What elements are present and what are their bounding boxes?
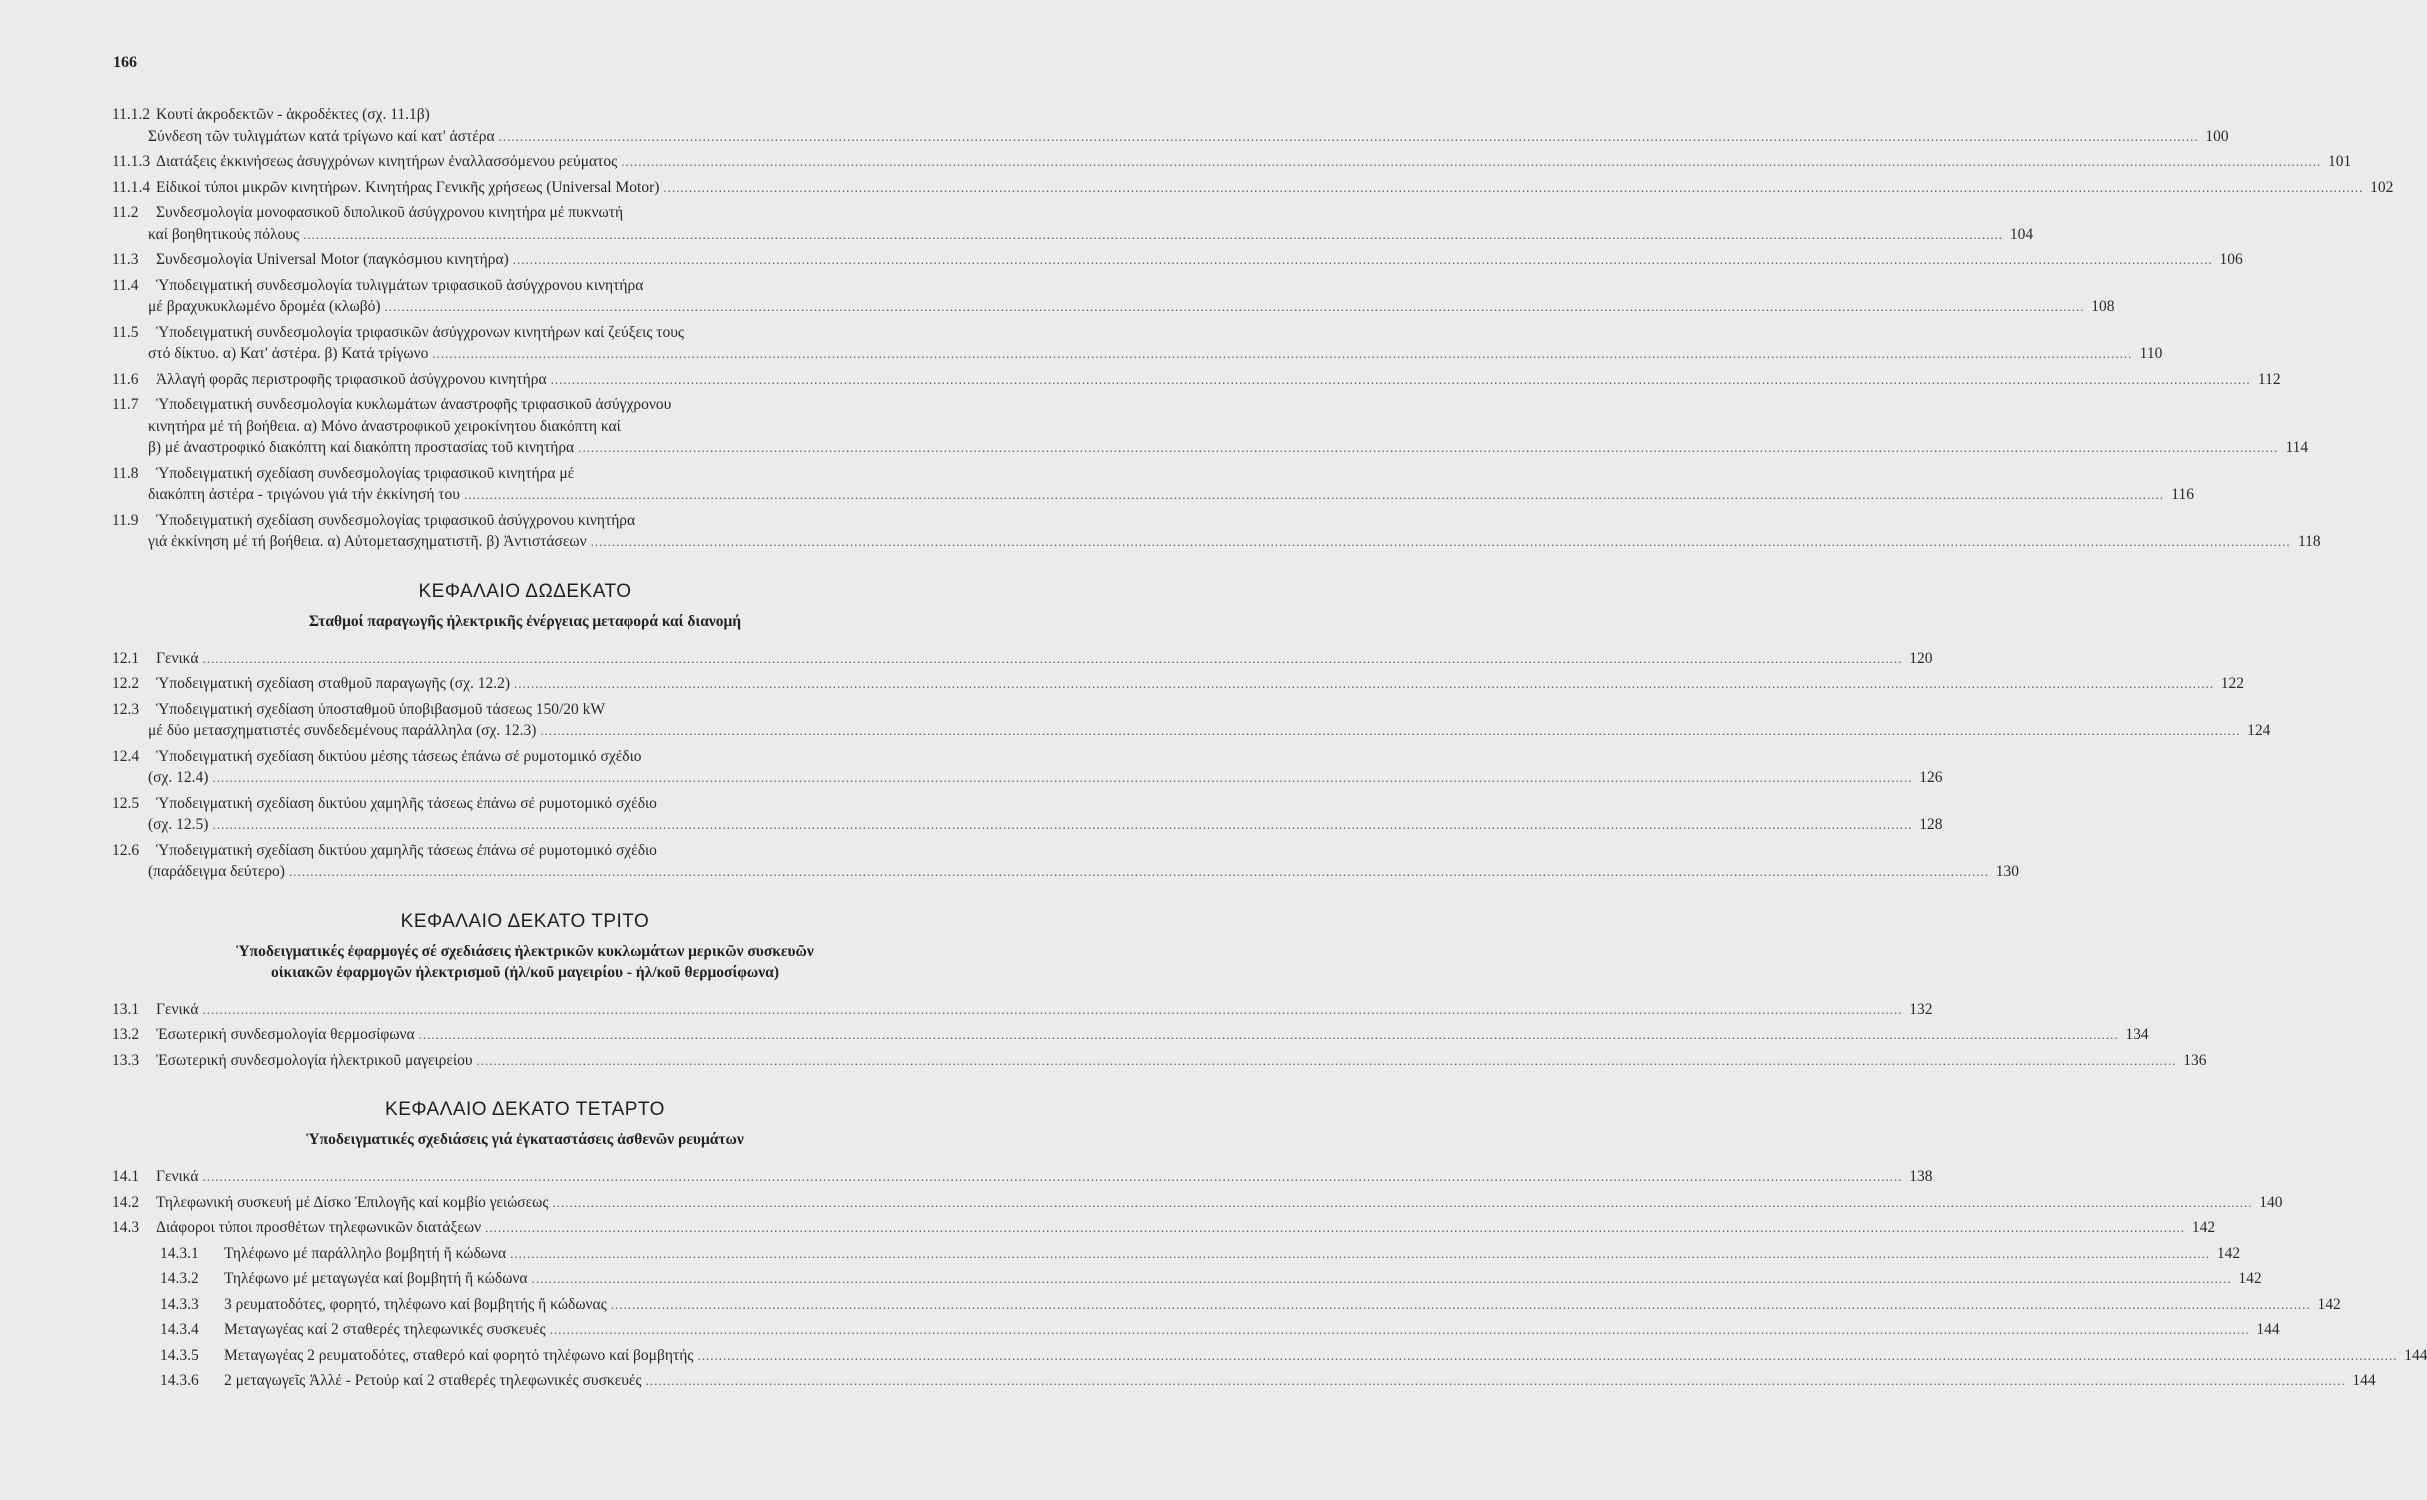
toc-entry-title: Κουτί ἀκροδεκτῶν - ἀκροδέκτες (σχ. 11.1β) [156, 106, 430, 123]
toc-entry-title: Σύνδεση τῶν τυλιγμάτων κατά τρίγωνο καί κατ' ἀστέρα [148, 127, 495, 145]
dot-leader: ................................................................................................................................................................................................................................................................................................................................................................................................................ [485, 1220, 2186, 1235]
toc-entry-number: 11.1.4 [112, 178, 151, 196]
toc-page-number: 142 [2216, 1244, 2241, 1262]
toc-entry-title: Ὑποδειγματική σχεδίαση σταθμοῦ παραγωγῆς (σχ. 12.2) [156, 675, 511, 692]
toc-page-number: 144 [2352, 1372, 2376, 1389]
toc-entry-number: 11.6 [112, 370, 139, 388]
toc-page-number: 104 [2009, 225, 2034, 243]
toc-entry-title: Εἰδικοί τύποι μικρῶν κινητήρων. Κινητήρας Γενικῆς χρήσεως (Universal Motor) [156, 178, 660, 196]
toc-entry-title: γιά ἐκκίνηση μέ τή βοήθεια. α) Αὐτομετασχηματιστῆ. β) Ἀντιστάσεων [148, 533, 587, 550]
toc-entry-title: διακόπτη ἀστέρα - τριγώνου γιά τήν ἐκκίνησή του [148, 486, 460, 503]
toc-entry-title: Τηλέφωνο μέ μεταγωγέα καί βομβητή ἤ κώδωνα [224, 1270, 528, 1287]
chapter-subtitle-line: Σταθμοί παραγωγῆς ἠλεκτρικῆς ἐνέργειας μεταφορά καί διανομή [308, 612, 742, 630]
toc-entry-number: 13.2 [112, 1026, 140, 1043]
dot-leader: ................................................................................................................................................................................................................................................................................................................................................................................................................ [550, 371, 2251, 387]
toc-entry [112, 249, 2243, 271]
toc-entry-number: 14.3.2 [160, 1270, 199, 1287]
toc-entry-title: Ὑποδειγματική σχεδίαση δικτύου χαμηλῆς τάσεως ἐπάνω σέ ρυμοτομικό σχέδιο [156, 794, 657, 812]
dot-leader: ................................................................................................................................................................................................................................................................................................................................................................................................................ [288, 864, 1989, 879]
toc-entry-title: (παράδειγμα δεύτερο) [148, 863, 285, 880]
toc-entry [112, 202, 2034, 245]
toc-entry-number: 12.1 [112, 649, 140, 667]
dot-leader: ................................................................................................................................................................................................................................................................................................................................................................................................................ [512, 252, 2213, 267]
toc-entry-title: Διατάξεις ἐκκινήσεως ἀσυγχρόνων κινητήρων ἐναλλασσόμενου ρεύματος [156, 153, 618, 170]
toc-intro-section [112, 104, 2394, 553]
toc-entry [112, 1192, 2283, 1214]
toc-entry [112, 699, 2271, 742]
dot-leader: ................................................................................................................................................................................................................................................................................................................................................................................................................ [531, 1271, 2232, 1286]
toc-entry-number: 14.3.1 [160, 1244, 199, 1262]
dot-leader: ................................................................................................................................................................................................................................................................................................................................................................................................................ [590, 534, 2291, 549]
toc-entry [112, 1319, 2280, 1341]
dot-leader: ................................................................................................................................................................................................................................................................................................................................................................................................................ [510, 1245, 2211, 1261]
chapter-subtitle-line: Ὑποδειγματικές ἐφαρμογές σέ σχεδιάσεις ἠλεκτρικῶν κυκλωμάτων μερικῶν συσκευῶν [236, 942, 814, 960]
dot-leader: ................................................................................................................................................................................................................................................................................................................................................................................................................ [476, 1052, 2177, 1068]
toc-entry [112, 999, 1933, 1021]
toc-entry-title: Ὑποδειγματική συνδεσμολογία κυκλωμάτων ἀναστροφῆς τριφασικοῦ ἀσύγχρονου [156, 396, 672, 413]
toc-entry-number: 14.3.6 [160, 1372, 199, 1389]
dot-leader: ................................................................................................................................................................................................................................................................................................................................................................................................................ [645, 1373, 2346, 1388]
chapter-subtitle-line: Ὑποδειγματικές σχεδιάσεις γιά ἐγκαταστάσεις ἀσθενῶν ρευμάτων [306, 1131, 744, 1148]
toc-page-number: 116 [2171, 486, 2194, 503]
toc-page-number: 114 [2285, 439, 2309, 456]
toc-entry-title: Ἐσωτερική συνδεσμολογία θερμοσίφωνα [156, 1026, 415, 1043]
table-of-contents [112, 104, 2427, 1396]
toc-page-number: 132 [1909, 1000, 1933, 1018]
toc-entry-number: 11.4 [112, 276, 139, 294]
chapter-section [112, 910, 2207, 1072]
toc-entry-title: Ὑποδειγματική σχεδίαση συνδεσμολογίας τριφασικοῦ κινητήρα μέ [156, 464, 575, 482]
dot-leader: ................................................................................................................................................................................................................................................................................................................................................................................................................ [432, 346, 2133, 361]
toc-entry-title: Γενικά [156, 649, 199, 667]
toc-entry-number: 14.2 [112, 1193, 140, 1211]
toc-entry-title: μέ βραχυκυκλωμένο δρομέα (κλωβό) [148, 298, 381, 315]
toc-page-number: 140 [2259, 1193, 2283, 1211]
page-number: 166 [113, 54, 137, 71]
toc-page-number: 124 [2247, 722, 2271, 739]
toc-page-number: 144 [2256, 1321, 2280, 1338]
toc-entry-title: Ὑποδειγματική σχεδίαση δικτύου χαμηλῆς τάσεως ἐπάνω σέ ρυμοτομικό σχέδιο [156, 841, 657, 859]
toc-page-number: 106 [2219, 251, 2243, 268]
toc-entry-title: (σχ. 12.4) [148, 769, 209, 786]
dot-leader: ................................................................................................................................................................................................................................................................................................................................................................................................................ [540, 723, 2241, 738]
toc-page-number: 134 [2125, 1026, 2149, 1043]
chapter-subtitle [112, 1129, 938, 1150]
toc-entry-title: Γενικά [156, 1168, 199, 1185]
toc-page-number: 100 [2205, 127, 2229, 145]
toc-page-number: 144 [2404, 1346, 2427, 1364]
dot-leader: ................................................................................................................................................................................................................................................................................................................................................................................................................ [384, 299, 2085, 314]
chapter-heading: ΚΕΦΑΛΑΙΟ ΔΩΔΕΚΑΤΟ [418, 580, 632, 602]
dot-leader: ................................................................................................................................................................................................................................................................................................................................................................................................................ [663, 179, 2364, 195]
dot-leader: ................................................................................................................................................................................................................................................................................................................................................................................................................ [202, 650, 1903, 666]
toc-page-number: 136 [2183, 1051, 2207, 1069]
dot-leader: ................................................................................................................................................................................................................................................................................................................................................................................................................ [418, 1027, 2119, 1042]
toc-page-number: 128 [1919, 816, 1943, 833]
toc-entry [112, 1217, 2216, 1239]
toc-chapters [112, 580, 2427, 1392]
toc-entry-title: στό δίκτυο. α) Κατ' ἀστέρα. β) Κατά τρίγωνο [148, 345, 429, 362]
toc-entry-title: Διάφοροι τύποι προσθέτων τηλεφωνικῶν διατάξεων [156, 1219, 482, 1236]
dot-leader: ................................................................................................................................................................................................................................................................................................................................................................................................................ [621, 154, 2322, 169]
toc-entry [112, 369, 2281, 391]
dot-leader: ................................................................................................................................................................................................................................................................................................................................................................................................................ [202, 1169, 1903, 1184]
toc-entry-number: 11.3 [112, 251, 139, 268]
chapter-subtitle [112, 941, 938, 983]
toc-entry-number: 14.3.5 [160, 1346, 199, 1364]
toc-entry-number: 14.3 [112, 1219, 140, 1236]
toc-entry [112, 648, 1933, 670]
chapter-subtitle [112, 611, 938, 632]
toc-page-number: 142 [2191, 1219, 2216, 1236]
chapter-heading: ΚΕΦΑΛΑΙΟ ΔΕΚΑΤΟ ΤΕΤΑΡΤΟ [385, 1099, 665, 1120]
dot-leader: ................................................................................................................................................................................................................................................................................................................................................................................................................ [303, 226, 2004, 242]
chapter-section [112, 1099, 2427, 1392]
toc-entry-title: Ὑποδειγματική σχεδίαση δικτύου μέσης τάσεως ἐπάνω σέ ρυμοτομικό σχέδιο [156, 747, 642, 765]
toc-entry [112, 1050, 2207, 1072]
toc-entry [112, 151, 2352, 173]
chapter-subtitle-line: οἰκιακῶν ἐφαρμογῶν ἠλεκτρισμοῦ (ἠλ/κοῦ μαγειρίου - ἠλ/κοῦ θερμοσίφωνα) [271, 963, 779, 981]
toc-entry-number: 11.1.3 [112, 153, 151, 170]
chapter-heading: ΚΕΦΑΛΑΙΟ ΔΕΚΑΤΟ ΤΡΙΤΟ [400, 910, 650, 932]
toc-entry-title: Ἐσωτερική συνδεσμολογία ἠλεκτρικοῦ μαγειρείου [156, 1051, 473, 1069]
toc-entry-title: Ὑποδειγματική σχεδίαση ὑποσταθμοῦ ὑποβιβασμοῦ τάσεως 150/20 kW [156, 700, 606, 718]
dot-leader: ................................................................................................................................................................................................................................................................................................................................................................................................................ [552, 1194, 2253, 1210]
toc-entry-number: 11.9 [112, 511, 139, 529]
toc-entry-title: Ἀλλαγή φορᾶς περιστροφῆς τριφασικοῦ ἀσύγχρονου κινητήρα [156, 370, 547, 388]
toc-entry [112, 322, 2163, 365]
toc-entry-title: Τηλέφωνο μέ παράλληλο βομβητή ἤ κώδωνα [224, 1244, 507, 1262]
toc-entry [112, 177, 2394, 199]
toc-page-number: 112 [2257, 370, 2281, 388]
dot-leader: ................................................................................................................................................................................................................................................................................................................................................................................................................ [202, 1001, 1903, 1017]
toc-entry [112, 1268, 2262, 1290]
toc-entry-number: 11.1.2 [112, 106, 151, 123]
toc-entry [112, 510, 2321, 553]
toc-entry-title: μέ δύο μετασχηματιστές συνδεδεμένους παράλληλα (σχ. 12.3) [148, 722, 537, 739]
toc-entry [112, 673, 2245, 695]
toc-entry-number: 13.3 [112, 1051, 140, 1069]
toc-entry-number: 11.2 [112, 204, 139, 221]
toc-entry [112, 793, 1943, 836]
toc-entry-number: 11.8 [112, 464, 139, 482]
toc-entry-number: 13.1 [112, 1000, 140, 1018]
toc-entry [112, 1345, 2427, 1367]
toc-entry-title: Συνδεσμολογία μονοφασικοῦ διπολικοῦ ἀσύγχρονου κινητήρα μέ πυκνωτή [156, 204, 624, 221]
dot-leader: ................................................................................................................................................................................................................................................................................................................................................................................................................ [498, 128, 2199, 144]
toc-page-number: 142 [2317, 1295, 2341, 1313]
toc-entry-number: 12.5 [112, 794, 140, 812]
toc-entry [112, 463, 2194, 506]
toc-entry-number: 14.1 [112, 1168, 140, 1185]
toc-page-number: 126 [1919, 769, 1943, 786]
toc-entry-number: 12.6 [112, 841, 140, 859]
toc-entry-title: καί βοηθητικούς πόλους [148, 225, 300, 243]
toc-entry [112, 275, 2115, 318]
dot-leader: ................................................................................................................................................................................................................................................................................................................................................................................................................ [514, 676, 2215, 691]
toc-entry-number: 12.2 [112, 675, 140, 692]
toc-entry-number: 12.3 [112, 700, 140, 718]
dot-leader: ................................................................................................................................................................................................................................................................................................................................................................................................................ [212, 817, 1913, 832]
toc-entry-title: Συνδεσμολογία Universal Motor (παγκόσμιου κινητήρα) [156, 251, 509, 268]
dot-leader: ................................................................................................................................................................................................................................................................................................................................................................................................................ [212, 770, 1913, 785]
toc-entry-title: Ὑποδειγματική συνδεσμολογία τυλιγμάτων τριφασικοῦ ἀσύγχρονου κινητήρα [156, 276, 644, 294]
toc-entry-title: Ὑποδειγματική συνδεσμολογία τριφασικῶν ἀσύγχρονων κινητήρων καί ζεύξεις τους [156, 323, 685, 341]
toc-entry-title: Τηλεφωνική συσκευή μέ Δίσκο Ἐπιλογῆς καί κομβίο γειώσεως [156, 1193, 549, 1211]
toc-entry-number: 14.3.3 [160, 1295, 199, 1313]
toc-entry-title: 2 μεταγωγεῖς Ἀλλέ - Ρετούρ καί 2 σταθερές τηλεφωνικές συσκευές [224, 1372, 642, 1389]
toc-entry [112, 394, 2309, 459]
toc-entry-title: (σχ. 12.5) [148, 816, 209, 833]
toc-page-number: 130 [1995, 863, 2019, 880]
toc-page-number: 120 [1909, 649, 1933, 667]
toc-page-number: 142 [2238, 1270, 2262, 1287]
toc-entry-title: Ὑποδειγματική σχεδίαση συνδεσμολογίας τριφασικοῦ ἀσύγχρονου κινητήρα [156, 511, 636, 529]
dot-leader: ................................................................................................................................................................................................................................................................................................................................................................................................................ [697, 1347, 2398, 1363]
toc-page-number: 108 [2091, 298, 2115, 315]
toc-entry-title: β) μέ ἀναστροφικό διακόπτη καί διακόπτη προστασίας τοῦ κινητήρα [148, 439, 575, 456]
toc-entry [112, 1166, 1933, 1188]
toc-entry [112, 1370, 2376, 1392]
toc-entry-title: 3 ρευματοδότες, φορητό, τηλέφωνο καί βομβητής ἤ κώδωνας [224, 1295, 607, 1313]
toc-entry [112, 1243, 2241, 1265]
dot-leader: ................................................................................................................................................................................................................................................................................................................................................................................................................ [578, 440, 2279, 455]
toc-page-number: 138 [1909, 1168, 1933, 1185]
dot-leader: ................................................................................................................................................................................................................................................................................................................................................................................................................ [463, 487, 2164, 502]
toc-entry-number: 11.5 [112, 323, 139, 341]
dot-leader: ................................................................................................................................................................................................................................................................................................................................................................................................................ [610, 1296, 2311, 1312]
toc-entry-title: Μεταγωγέας 2 ρευματοδότες, σταθερό καί φορητό τηλέφωνο καί βομβητής [224, 1346, 694, 1364]
toc-entry [112, 746, 1943, 789]
toc-entry-title: κινητήρα μέ τή βοήθεια. α) Μόνο ἀναστροφικοῦ χειροκίνητου διακόπτη καί [148, 417, 621, 435]
toc-page-number: 122 [2220, 675, 2245, 692]
dot-leader: ................................................................................................................................................................................................................................................................................................................................................................................................................ [549, 1322, 2250, 1337]
toc-page-number: 118 [2297, 533, 2321, 550]
toc-entry-title: Γενικά [156, 1000, 199, 1018]
toc-entry-number: 12.4 [112, 747, 140, 765]
toc-entry-number: 11.7 [112, 396, 139, 413]
toc-entry-number: 14.3.4 [160, 1321, 199, 1338]
toc-entry [112, 1024, 2149, 1046]
toc-entry [112, 840, 2019, 883]
toc-page-number: 101 [2328, 153, 2352, 170]
toc-page-number: 102 [2370, 178, 2394, 196]
toc-entry [112, 1294, 2341, 1316]
toc-entry-title: Μεταγωγέας καί 2 σταθερές τηλεφωνικές συσκευές [224, 1321, 546, 1338]
toc-page-number: 110 [2139, 345, 2163, 362]
toc-entry [112, 104, 2229, 147]
chapter-section [112, 580, 2271, 883]
